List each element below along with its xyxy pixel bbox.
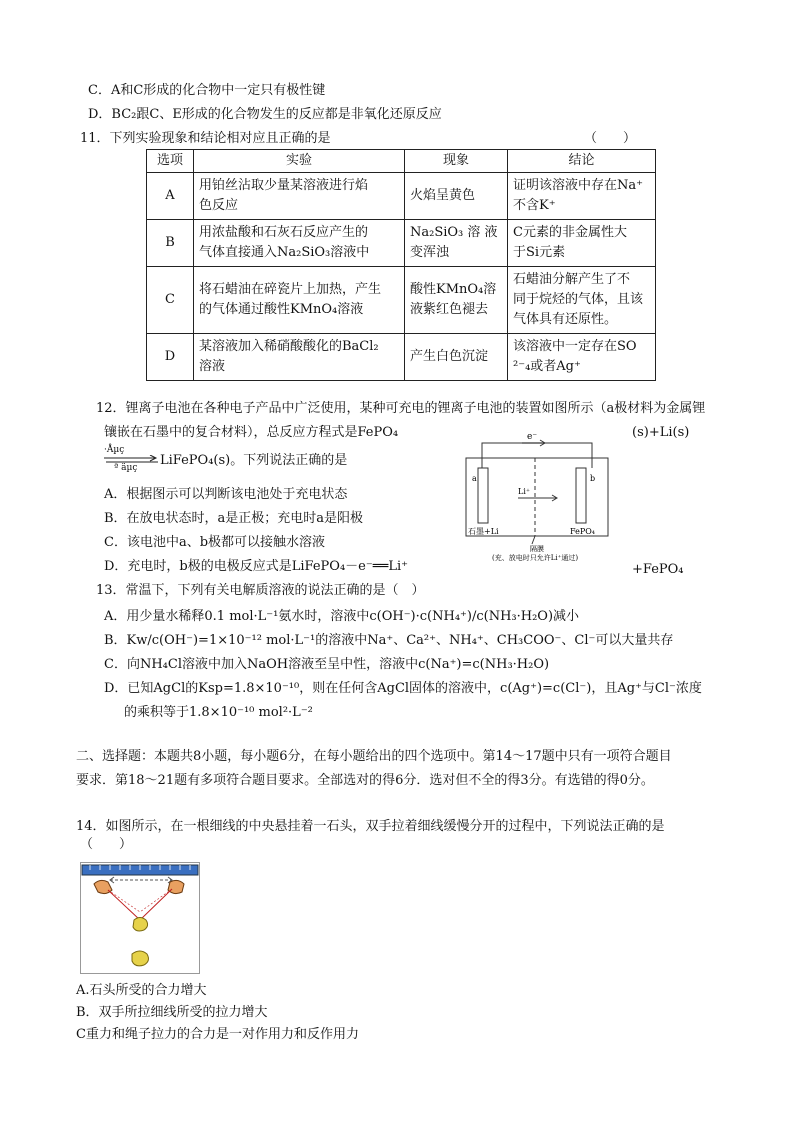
row-phenomenon: Na₂SiO₃ 溶 液 变浑浊 <box>405 220 508 267</box>
row-option: B <box>147 220 194 267</box>
q12-stem-line1: 12．锂离子电池在各种电子产品中广泛使用，某种可充电的锂离子电池的装置如图所示（a极材料为金属锂 <box>96 401 706 416</box>
stone-hanging-figure <box>80 862 200 974</box>
row-option: D <box>147 334 194 381</box>
q11-table <box>146 149 656 381</box>
q13-option-d-line2: 的乘积等于1.8×10⁻¹⁰ mol²·L⁻² <box>124 705 313 720</box>
reaction-arrow-top-label: ·Åµç <box>104 445 125 455</box>
section2-intro-line1: 二、选择题：本题共8小题，每小题6分，在每小题给出的四个选项中。第14～17题中只有一项符合题目 <box>76 749 672 764</box>
q14-option-c: C重力和绳子拉力的合力是一对作用力和反作用力 <box>76 1027 359 1042</box>
battery-diagram <box>462 428 612 564</box>
electrode-b-label: b <box>590 474 596 483</box>
q12-stem-line3: LiFePO₄(s)。下列说法正确的是 <box>160 453 348 468</box>
q11-table-header <box>147 150 656 173</box>
q13-option-d-line1: D．已知AgCl的Ksp=1.8×10⁻¹⁰，则在任何含AgCl固体的溶液中，c(Ag⁺)=c(Cl⁻)，且Ag⁺与Cl⁻浓度 <box>104 681 702 696</box>
electron-label: e⁻ <box>527 432 538 442</box>
q12-option-d: D．充电时，b极的电极反应式是LiFePO₄－e⁻══Li⁺ <box>104 559 409 574</box>
q13-stem: 13．常温下，下列有关电解质溶液的说法正确的是（ ） <box>96 583 425 598</box>
header-option: 选项 <box>147 150 194 173</box>
header-conclusion: 结论 <box>508 150 656 173</box>
q12-option-d-right: +FePO₄ <box>632 562 684 577</box>
membrane-note: (充、放电时只允许Li⁺通过) <box>492 554 579 562</box>
q13-option-a: A．用少量水稀释0.1 mol·L⁻¹氨水时，溶液中c(OH⁻)·c(NH₄⁺)/c(NH₃·H₂O)减小 <box>104 609 580 624</box>
row-option: A <box>147 173 194 220</box>
header-experiment: 实验 <box>194 150 405 173</box>
q10-option-c: C．A和C形成的化合物中一定只有极性键 <box>88 83 326 98</box>
row-phenomenon: 酸性KMnO₄溶 液紫红色褪去 <box>405 267 508 334</box>
q12-stem-line2-right: (s)+Li(s) <box>632 425 690 440</box>
header-phenomenon: 现象 <box>405 150 508 173</box>
q10-option-d: D．BC₂跟C、E形成的化合物发生的反应都是非氧化还原反应 <box>88 107 442 122</box>
q14-stem: 14．如图所示，在一根细线的中央悬挂着一石头，双手拉着细线缓慢分开的过程中，下列说法正确的是 <box>76 819 665 834</box>
lithium-ion-label: Li⁺ <box>518 487 531 496</box>
row-experiment: 用浓盐酸和石灰石反应产生的 气体直接通入Na₂SiO₃溶液中 <box>194 220 405 267</box>
cathode-material-label: FePO₄ <box>570 527 595 536</box>
row-conclusion: 石蜡油分解产生了不 同于烷烃的气体，且该 气体具有还原性。 <box>508 267 656 334</box>
row-phenomenon: 火焰呈黄色 <box>405 173 508 220</box>
row-experiment: 用铂丝沾取少量某溶液进行焰 色反应 <box>194 173 405 220</box>
q11-stem: 11．下列实验现象和结论相对应且正确的是 <box>80 131 331 146</box>
row-option: C <box>147 267 194 334</box>
q14-option-a: A.石头所受的合力增大 <box>76 983 207 998</box>
q11-answer-paren: （ ） <box>584 131 637 146</box>
q13-option-b: B．Kw/c(OH⁻)=1×10⁻¹² mol·L⁻¹的溶液中Na⁺、Ca²⁺、NH₄⁺、CH₃COO⁻、Cl⁻可以大量共存 <box>104 633 674 648</box>
q12-option-a: A．根据图示可以判断该电池处于充电状态 <box>104 487 348 502</box>
table-row <box>147 334 656 381</box>
reaction-arrow-bottom-label: ª äµç <box>114 463 138 473</box>
row-phenomenon: 产生白色沉淀 <box>405 334 508 381</box>
table-row <box>147 220 656 267</box>
q14-answer-paren: （ ） <box>80 837 133 852</box>
electrode-a-label: a <box>472 474 477 483</box>
table-row <box>147 173 656 220</box>
row-experiment: 某溶液加入稀硝酸酸化的BaCl₂ 溶液 <box>194 334 405 381</box>
q12-stem-line2: 镶嵌在石墨中的复合材料），总反应方程式是FePO₄ <box>104 425 399 440</box>
q14-option-b: B．双手所拉细线所受的拉力增大 <box>76 1005 268 1020</box>
q12-option-b: B．在放电状态时，a是正极；充电时a是阳极 <box>104 511 364 526</box>
q12-option-c: C．该电池中a、b极都可以接触水溶液 <box>104 535 326 550</box>
section2-intro-line2: 要求．第18～21题有多项符合题目要求。全部选对的得6分．选对但不全的得3分。有选错的得0分。 <box>76 773 654 788</box>
row-conclusion: C元素的非金属性大 于Si元素 <box>508 220 656 267</box>
row-conclusion: 该溶液中一定存在SO ²⁻₄或者Ag⁺ <box>508 334 656 381</box>
anode-material-label: 石墨+Li <box>468 527 499 536</box>
membrane-label: 隔膜 <box>530 545 544 553</box>
row-conclusion: 证明该溶液中存在Na⁺ 不含K⁺ <box>508 173 656 220</box>
q13-option-c: C．向NH₄Cl溶液中加入NaOH溶液至呈中性，溶液中c(Na⁺)=c(NH₃·H₂O) <box>104 657 550 672</box>
table-row <box>147 267 656 334</box>
row-experiment: 将石蜡油在碎瓷片上加热，产生 的气体通过酸性KMnO₄溶液 <box>194 267 405 334</box>
